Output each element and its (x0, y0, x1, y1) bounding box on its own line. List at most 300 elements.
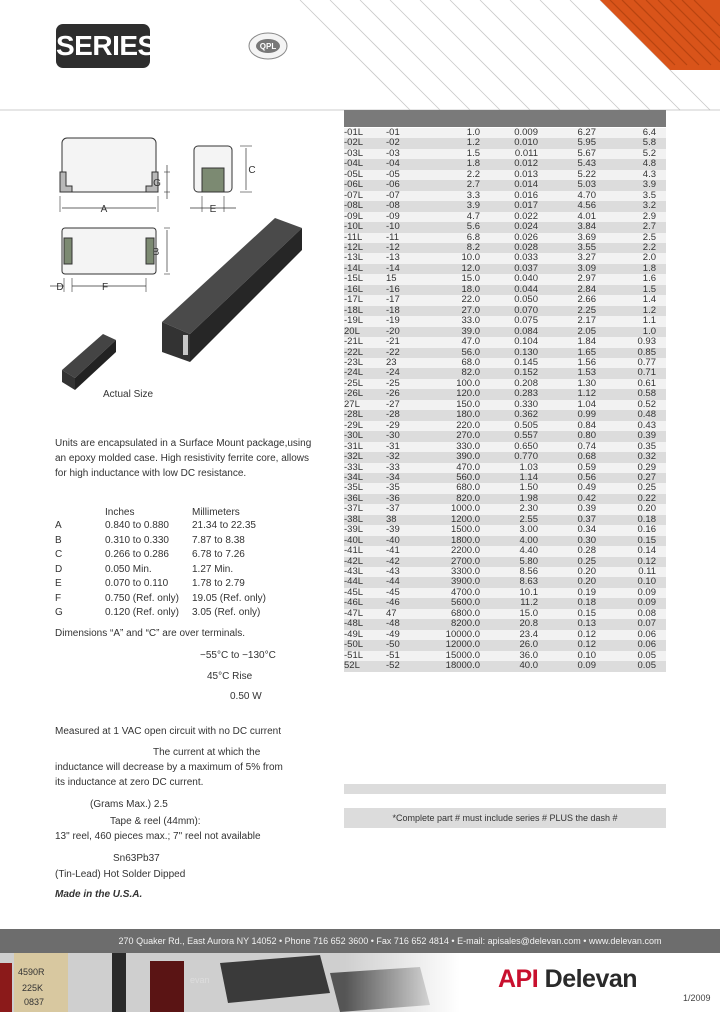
table-cell: 26.0 (484, 640, 542, 650)
table-cell: 8200.0 (426, 619, 484, 629)
table-cell: 0.09 (602, 588, 666, 598)
table-cell: 0.033 (484, 253, 542, 263)
table-cell: 1.4 (602, 295, 666, 305)
table-cell: 6.4 (602, 128, 666, 138)
table-cell: -21L (344, 337, 386, 347)
table-cell: -16 (386, 285, 426, 295)
table-cell: 1.14 (484, 473, 542, 483)
table-cell: -28L (344, 410, 386, 420)
table-cell: 3.2 (602, 201, 666, 211)
table-cell: 0.14 (602, 546, 666, 556)
table-cell: -02 (386, 138, 426, 148)
table-cell: 20L (344, 327, 386, 337)
table-cell: 3.5 (602, 191, 666, 201)
table-cell: 1500.0 (426, 525, 484, 535)
table-cell: 0.28 (542, 546, 602, 556)
table-cell: -39L (344, 525, 386, 535)
photo-label-2: 225K (22, 983, 44, 993)
components-photo (0, 953, 460, 1012)
table-cell: 0.026 (484, 233, 542, 243)
table-cell: 1.04 (542, 400, 602, 410)
table-cell: -51 (386, 651, 426, 661)
table-cell: -50L (344, 640, 386, 650)
table-cell: -07L (344, 191, 386, 201)
table-cell: 1.8 (426, 159, 484, 169)
current-rating-text-a: The current at which the (153, 747, 261, 758)
table-cell: 12000.0 (426, 640, 484, 650)
table-cell: 5.67 (542, 149, 602, 159)
table-cell: 68.0 (426, 358, 484, 368)
table-cell: -17 (386, 295, 426, 305)
table-cell: 0.84 (542, 421, 602, 431)
table-cell: -16L (344, 285, 386, 295)
table-cell: 0.330 (484, 400, 542, 410)
table-cell: 0.09 (542, 661, 602, 671)
table-cell: 0.10 (542, 651, 602, 661)
corner-accent-stripes (580, 0, 720, 70)
table-cell: -34L (344, 473, 386, 483)
table-cell: 0.18 (602, 515, 666, 525)
table-cell: 0.16 (602, 525, 666, 535)
table-cell: 23 (386, 358, 426, 368)
dimension-letter: A (55, 520, 62, 531)
table-cell: 10.0 (426, 253, 484, 263)
table-cell: 0.010 (484, 138, 542, 148)
complete-part-note: *Complete part # must include series # PLUS the dash # (344, 808, 666, 828)
table-cell: 20.8 (484, 619, 542, 629)
table-cell: 47 (386, 609, 426, 619)
table-cell: 100.0 (426, 379, 484, 389)
table-cell: 0.18 (542, 598, 602, 608)
table-cell: -44 (386, 577, 426, 587)
table-cell: 3.27 (542, 253, 602, 263)
table-cell: 2.0 (602, 253, 666, 263)
table-cell: 2.2 (426, 170, 484, 180)
actual-size-part-photo (62, 334, 116, 390)
api-delevan-logo (498, 965, 637, 994)
table-cell: 1000.0 (426, 504, 484, 514)
table-cell: 4700.0 (426, 588, 484, 598)
table-cell: 3.09 (542, 264, 602, 274)
table-cell: 0.362 (484, 410, 542, 420)
brand-api: API (498, 965, 539, 993)
table-cell: 10.1 (484, 588, 542, 598)
table-cell: -47L (344, 609, 386, 619)
table-cell: -04 (386, 159, 426, 169)
dimension-mm: 7.87 to 8.38 (192, 534, 245, 546)
table-cell: 2.55 (484, 515, 542, 525)
table-cell: 0.09 (602, 598, 666, 608)
table-tail (344, 784, 666, 794)
table-cell: -40L (344, 536, 386, 546)
enlarged-part-photo (162, 218, 302, 362)
table-cell: 8.2 (426, 243, 484, 253)
table-cell: 0.30 (542, 536, 602, 546)
table-cell: 0.024 (484, 222, 542, 232)
table-cell: 8.56 (484, 567, 542, 577)
table-cell: -45 (386, 588, 426, 598)
table-cell: 12.0 (426, 264, 484, 274)
table-cell: 1.56 (542, 358, 602, 368)
table-cell: 0.505 (484, 421, 542, 431)
table-cell: -37 (386, 504, 426, 514)
table-cell: 38 (386, 515, 426, 525)
table-cell: -23L (344, 358, 386, 368)
table-cell: 0.99 (542, 410, 602, 420)
table-cell: -42L (344, 557, 386, 567)
table-cell: 1200.0 (426, 515, 484, 525)
table-cell: -08L (344, 201, 386, 211)
table-cell: 2.05 (542, 327, 602, 337)
table-cell: 1.0 (426, 128, 484, 138)
table-cell: 0.040 (484, 274, 542, 284)
table-cell: -41 (386, 546, 426, 556)
table-cell: 1.98 (484, 494, 542, 504)
table-cell: -31 (386, 442, 426, 452)
table-cell: 2.30 (484, 504, 542, 514)
table-cell: 15000.0 (426, 651, 484, 661)
table-cell: 0.06 (602, 640, 666, 650)
table-row (344, 661, 666, 671)
table-cell: -46L (344, 598, 386, 608)
table-cell: -21 (386, 337, 426, 347)
table-cell: -03 (386, 149, 426, 159)
table-cell: 3.9 (602, 180, 666, 190)
dimension-inches: 0.120 (Ref. only) (105, 607, 179, 618)
table-cell: 1.6 (602, 274, 666, 284)
dims-head-mm: Millimeters (192, 507, 240, 518)
table-cell: 0.29 (602, 463, 666, 473)
table-cell: 0.32 (602, 452, 666, 462)
table-cell: 1.30 (542, 379, 602, 389)
table-cell: 5.8 (602, 138, 666, 148)
table-cell: 2.17 (542, 316, 602, 326)
table-cell: 5.2 (602, 149, 666, 159)
table-row (344, 452, 666, 462)
table-cell: 0.11 (602, 567, 666, 577)
table-cell: -44L (344, 577, 386, 587)
dimension-letter: B (55, 534, 62, 546)
table-cell: 4.56 (542, 201, 602, 211)
table-cell: -28 (386, 410, 426, 420)
table-cell: 1.5 (426, 149, 484, 159)
table-cell: 0.56 (542, 473, 602, 483)
table-cell: 0.20 (542, 577, 602, 587)
table-cell: 1.53 (542, 368, 602, 378)
table-cell: 0.650 (484, 442, 542, 452)
table-cell: 0.05 (602, 651, 666, 661)
table-cell: 1.8 (602, 264, 666, 274)
table-cell: -29 (386, 421, 426, 431)
table-cell: 4.40 (484, 546, 542, 556)
table-cell: 0.61 (602, 379, 666, 389)
table-cell: 0.009 (484, 128, 542, 138)
table-cell: 0.43 (602, 421, 666, 431)
table-cell: 23.4 (484, 630, 542, 640)
table-cell: 0.06 (602, 630, 666, 640)
table-cell: -22L (344, 348, 386, 358)
table-cell: 27L (344, 400, 386, 410)
table-cell: 15 (386, 274, 426, 284)
table-cell: 18000.0 (426, 661, 484, 671)
table-cell: 0.028 (484, 243, 542, 253)
table-cell: -40 (386, 536, 426, 546)
table-cell: 0.770 (484, 452, 542, 462)
table-cell: 0.084 (484, 327, 542, 337)
table-cell: 3.55 (542, 243, 602, 253)
table-cell: 3300.0 (426, 567, 484, 577)
table-cell: 0.39 (542, 504, 602, 514)
table-cell: -26L (344, 389, 386, 399)
table-cell: 330.0 (426, 442, 484, 452)
table-cell: 2.97 (542, 274, 602, 284)
table-cell: 3.00 (484, 525, 542, 535)
table-cell: 220.0 (426, 421, 484, 431)
dimension-letter: C (55, 549, 63, 560)
table-cell: 1.50 (484, 483, 542, 493)
table-cell: 0.12 (602, 557, 666, 567)
table-cell: 1.12 (542, 389, 602, 399)
table-cell: 0.044 (484, 285, 542, 295)
table-cell: 0.27 (602, 473, 666, 483)
table-cell: 0.74 (542, 442, 602, 452)
table-cell: 0.42 (542, 494, 602, 504)
table-cell: -07 (386, 191, 426, 201)
table-cell: 0.58 (602, 389, 666, 399)
table-cell: 0.77 (602, 358, 666, 368)
table-cell: -20 (386, 327, 426, 337)
dim-label-f: F (101, 282, 109, 293)
table-cell: -01 (386, 128, 426, 138)
dimension-inches: 0.050 Min. (105, 563, 152, 575)
photo-label-1: 4590R (18, 967, 45, 977)
table-cell: -14L (344, 264, 386, 274)
table-cell: 0.19 (542, 588, 602, 598)
table-cell: 2200.0 (426, 546, 484, 556)
table-cell: 6.27 (542, 128, 602, 138)
weight-text: (Grams Max.) 2.5 (90, 799, 168, 810)
table-cell: -18 (386, 306, 426, 316)
dimension-letter: D (55, 563, 63, 575)
table-cell: 0.80 (542, 431, 602, 441)
table-cell: -13 (386, 253, 426, 263)
table-cell: 2.2 (602, 243, 666, 253)
table-cell: 0.104 (484, 337, 542, 347)
table-cell: -34 (386, 473, 426, 483)
table-cell: -35 (386, 483, 426, 493)
table-cell: 4.3 (602, 170, 666, 180)
table-cell: -41L (344, 546, 386, 556)
actual-size-label: Actual Size (103, 389, 154, 400)
dims-head-inches: Inches (105, 507, 135, 518)
table-cell: 4.70 (542, 191, 602, 201)
table-cell: 0.075 (484, 316, 542, 326)
table-row (344, 546, 666, 556)
table-cell: -33 (386, 463, 426, 473)
table-cell: 0.37 (542, 515, 602, 525)
dimension-mm: 6.78 to 7.26 (192, 549, 245, 560)
dimension-inches: 0.310 to 0.330 (105, 534, 169, 546)
table-cell: 3.3 (426, 191, 484, 201)
table-cell: -37L (344, 504, 386, 514)
table-row (344, 337, 666, 347)
table-cell: -10L (344, 222, 386, 232)
table-cell: -36L (344, 494, 386, 504)
table-cell: -39 (386, 525, 426, 535)
dimensions-note: Dimensions “A” and “C” are over terminals. (55, 628, 246, 639)
table-cell: -49L (344, 630, 386, 640)
table-cell: 0.283 (484, 389, 542, 399)
table-cell: 4.01 (542, 212, 602, 222)
table-cell: 0.12 (542, 640, 602, 650)
table-cell: 6.8 (426, 233, 484, 243)
table-cell: -25L (344, 379, 386, 389)
table-cell: 120.0 (426, 389, 484, 399)
table-cell: -48 (386, 619, 426, 629)
table-cell: 0.39 (602, 431, 666, 441)
table-cell: 820.0 (426, 494, 484, 504)
table-cell: 15.0 (426, 274, 484, 284)
table-cell: -45L (344, 588, 386, 598)
table-cell: -33L (344, 463, 386, 473)
qpl-logo-icon (248, 32, 288, 60)
dimension-inches: 0.070 to 0.110 (105, 578, 169, 589)
table-cell: 0.25 (542, 557, 602, 567)
table-cell: 8.63 (484, 577, 542, 587)
table-cell: 5.22 (542, 170, 602, 180)
table-cell: -06 (386, 180, 426, 190)
table-cell: 5.80 (484, 557, 542, 567)
table-cell: 2.9 (602, 212, 666, 222)
dim-label-a: A (100, 204, 108, 215)
table-cell: -05L (344, 170, 386, 180)
table-cell: -49 (386, 630, 426, 640)
table-cell: 150.0 (426, 400, 484, 410)
table-cell: -42 (386, 557, 426, 567)
table-cell: 3.69 (542, 233, 602, 243)
table-cell: 0.050 (484, 295, 542, 305)
table-cell: 36.0 (484, 651, 542, 661)
dimension-inches: 0.750 (Ref. only) (105, 592, 179, 604)
revision-date: 1/2009 (683, 993, 711, 1003)
table-cell: 18.0 (426, 285, 484, 295)
photo-label-4: evan (190, 975, 210, 985)
table-cell: -12L (344, 243, 386, 253)
table-cell: -50 (386, 640, 426, 650)
table-cell: 0.08 (602, 609, 666, 619)
table-cell: 5600.0 (426, 598, 484, 608)
table-cell: 0.557 (484, 431, 542, 441)
table-cell: 0.014 (484, 180, 542, 190)
dimension-inches: 0.266 to 0.286 (105, 549, 169, 560)
tape-text: Tape & reel (44mm): (110, 816, 201, 827)
table-cell: 33.0 (426, 316, 484, 326)
solder-alloy: Sn63Pb37 (113, 853, 160, 864)
table-cell: -22 (386, 348, 426, 358)
table-cell: -43L (344, 567, 386, 577)
table-cell: 2.5 (602, 233, 666, 243)
table-cell: 1.5 (602, 285, 666, 295)
table-cell: -14 (386, 264, 426, 274)
table-cell: -04L (344, 159, 386, 169)
dimension-inches: 0.840 to 0.880 (105, 520, 169, 531)
table-cell: 5.43 (542, 159, 602, 169)
table-cell: 0.011 (484, 149, 542, 159)
dimension-drawings (40, 120, 340, 410)
table-cell: 2.66 (542, 295, 602, 305)
table-cell: -11 (386, 233, 426, 243)
table-cell: -24L (344, 368, 386, 378)
table-cell: 0.20 (542, 567, 602, 577)
brand-delevan: Delevan (538, 965, 638, 993)
table-cell: 0.93 (602, 337, 666, 347)
table-cell: 0.013 (484, 170, 542, 180)
table-cell: 0.25 (602, 483, 666, 493)
table-cell: 0.130 (484, 348, 542, 358)
series-badge: SERIES (56, 24, 150, 68)
table-cell: 2700.0 (426, 557, 484, 567)
dimension-mm: 21.34 to 22.35 (192, 520, 256, 531)
termination-text: (Tin-Lead) Hot Solder Dipped (55, 869, 186, 880)
table-cell: 0.34 (542, 525, 602, 535)
table-cell: 180.0 (426, 410, 484, 420)
table-cell: 0.012 (484, 159, 542, 169)
table-cell: -17L (344, 295, 386, 305)
current-rating-text-b: inductance will decrease by a maximum of 5% from its inductance at zero DC current. (55, 762, 283, 788)
table-cell: 0.037 (484, 264, 542, 274)
table-cell: 22.0 (426, 295, 484, 305)
table-cell: 0.52 (602, 400, 666, 410)
table-cell: 1.0 (602, 327, 666, 337)
dimension-letter: F (55, 592, 62, 604)
table-cell: 0.48 (602, 410, 666, 420)
dimension-mm: 1.78 to 2.79 (192, 578, 245, 589)
table-cell: 1800.0 (426, 536, 484, 546)
table-cell: 0.85 (602, 348, 666, 358)
table-cell: 0.49 (542, 483, 602, 493)
table-cell: -52 (386, 661, 426, 671)
table-cell: 0.15 (542, 609, 602, 619)
reel-text: 13" reel, 460 pieces max.; 7" reel not available (55, 831, 261, 842)
table-cell: -08 (386, 201, 426, 211)
table-cell: 0.22 (602, 494, 666, 504)
dim-label-e: E (209, 204, 217, 215)
table-cell: 0.017 (484, 201, 542, 211)
table-cell: 0.152 (484, 368, 542, 378)
table-cell: -01L (344, 128, 386, 138)
table-cell: 390.0 (426, 452, 484, 462)
table-cell: 2.7 (602, 222, 666, 232)
dimension-mm: 3.05 (Ref. only) (192, 607, 261, 618)
table-cell: 1.84 (542, 337, 602, 347)
table-cell: -24 (386, 368, 426, 378)
table-cell: -10 (386, 222, 426, 232)
table-cell: 4.00 (484, 536, 542, 546)
table-cell: -27 (386, 400, 426, 410)
table-cell: 56.0 (426, 348, 484, 358)
table-cell: -35L (344, 483, 386, 493)
table-cell: -46 (386, 598, 426, 608)
table-cell: -32L (344, 452, 386, 462)
table-cell: -18L (344, 306, 386, 316)
table-cell: 0.016 (484, 191, 542, 201)
table-cell: 1.03 (484, 463, 542, 473)
table-cell: 3.9 (426, 201, 484, 211)
table-cell: 680.0 (426, 483, 484, 493)
table-cell: -29L (344, 421, 386, 431)
table-cell: -19L (344, 316, 386, 326)
dim-label-c: C (248, 165, 256, 176)
